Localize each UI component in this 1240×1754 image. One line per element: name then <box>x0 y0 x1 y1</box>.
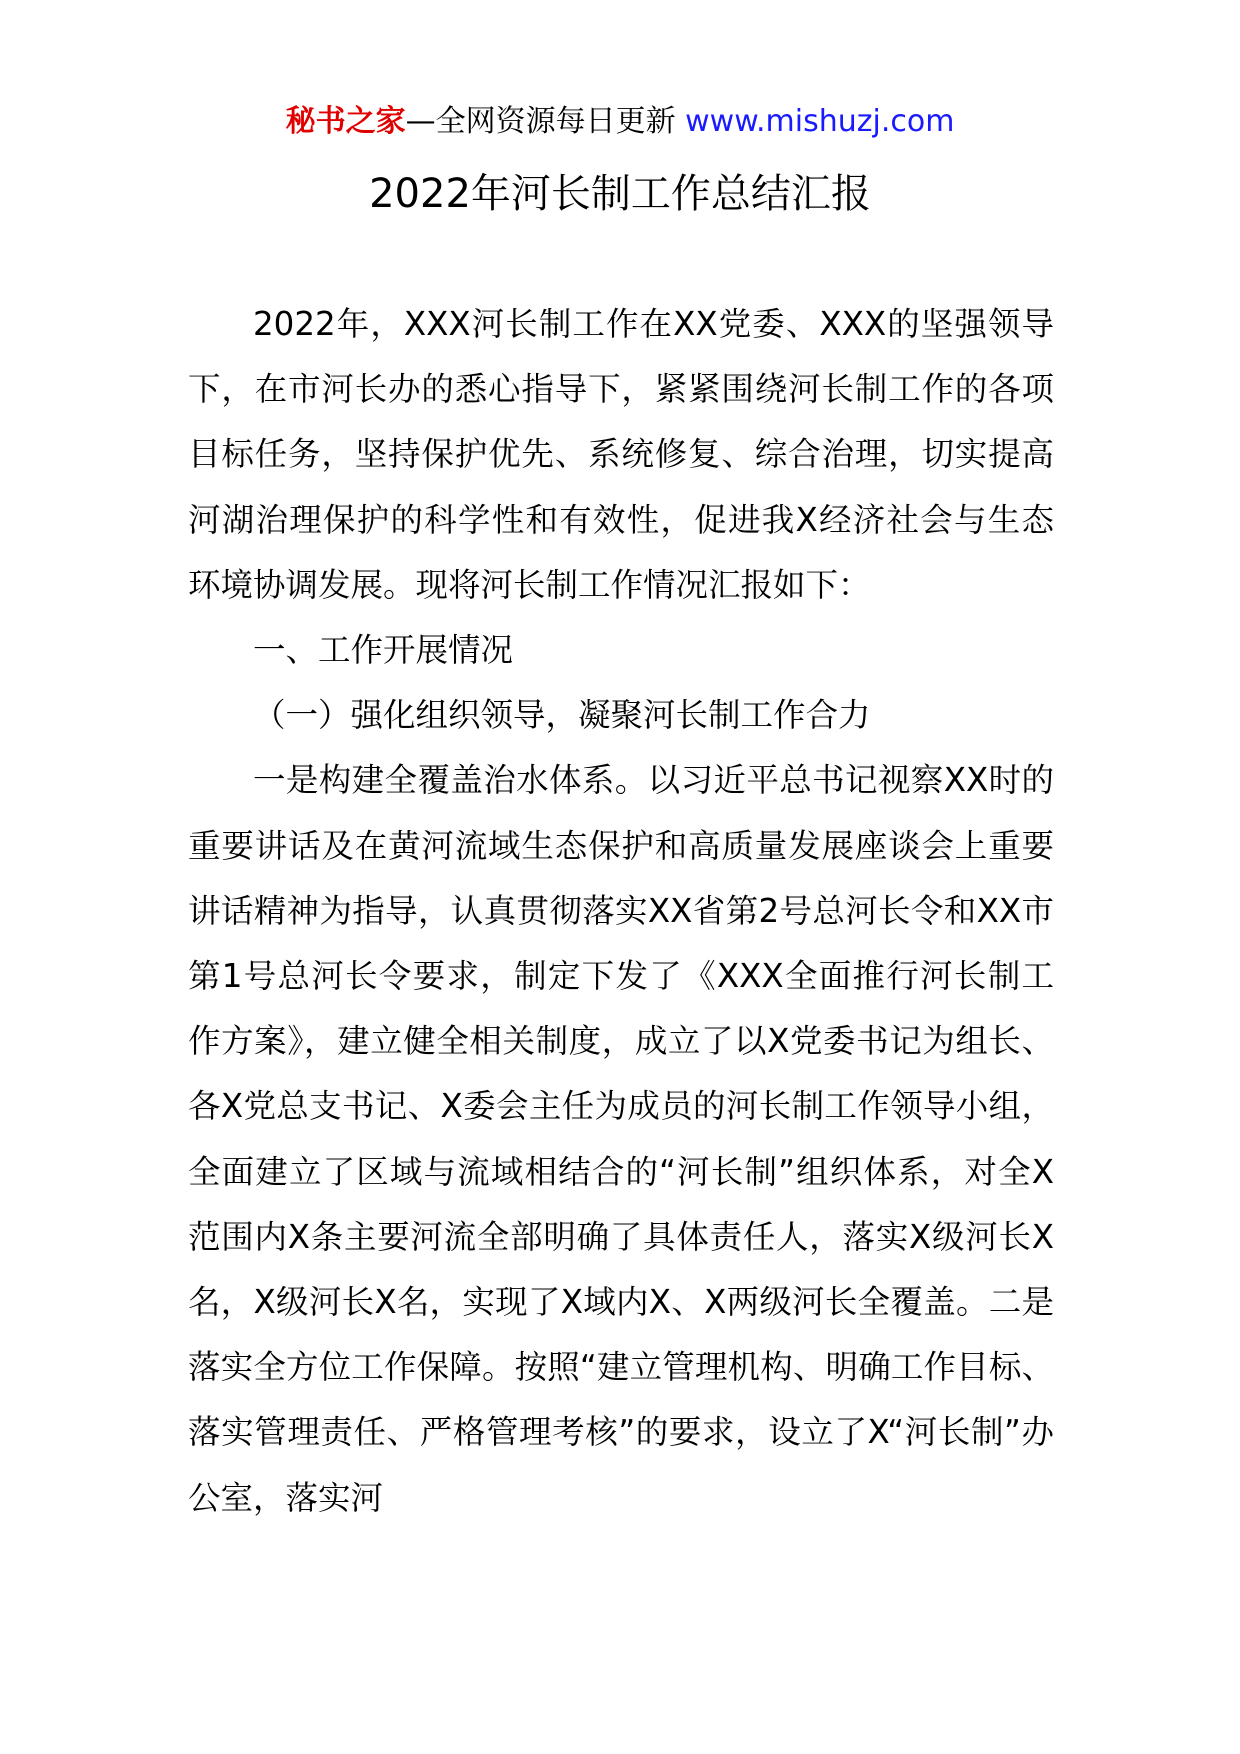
site-header <box>0 100 1240 144</box>
brand-name: 秘书之家 <box>285 104 406 139</box>
document-title: 2022年河长制工作总结汇报 <box>369 171 871 217</box>
body-paragraph: 一是构建全覆盖治水体系。以习近平总书记视察XX时的重要讲话及在黄河流域生态保护和高质量发展座谈会上重要讲话精神为指导，认真贯彻落实XX省第2号总河长令和XX市第1号总河长令要求，制定下发了《XXX全面推行河长制工作方案》，建立健全相关制度，成立了以X党委书记为组长、各X党总支书记、X委会主任为成员的河长制工作领导小组，全面建立了区域与流域相结合的“河长制”组织体系，对全X范围内X条主要河流全部明确了具体责任人，落实X级河长X名，X级河长X名，实现了X域内X、X两级河长全覆盖。二是落实全方位工作保障。按照“建立管理机构、明确工作目标、落实管理责任、严格管理考核”的要求，设立了X“河长制”办公室，落实河 <box>188 761 1054 1517</box>
document-body <box>188 292 1054 1531</box>
section-heading: 一、工作开展情况 <box>253 631 514 670</box>
intro-paragraph: 2022年，XXX河长制工作在XX党委、XXX的坚强领导下，在市河长办的悉心指导下，紧紧围绕河长制工作的各项目标任务，坚持保护优先、系统修复、综合治理，切实提高河湖治理保护的科学性和有效性，促进我X经济社会与生态环境协调发展。现将河长制工作情况汇报如下： <box>188 305 1054 604</box>
subsection-heading: （一）强化组织领导，凝聚河长制工作合力 <box>253 696 871 735</box>
header-tagline: —全网资源每日更新 <box>405 104 686 139</box>
site-url-link[interactable]: www.mishuzj.com <box>685 104 955 139</box>
